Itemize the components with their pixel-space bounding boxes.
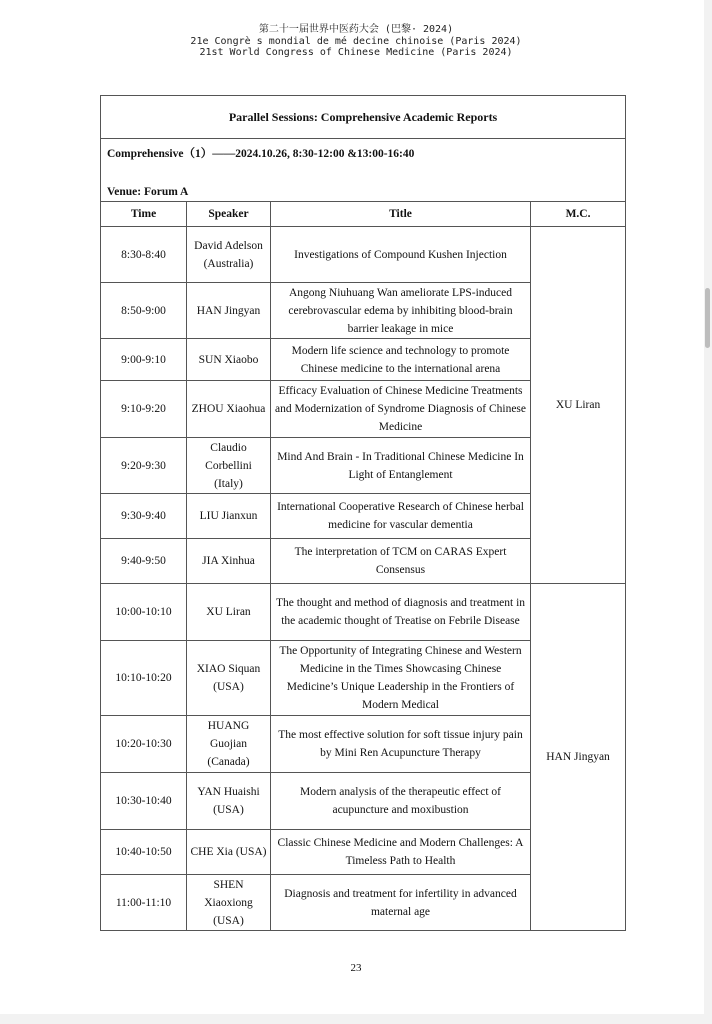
column-header-speaker: Speaker	[187, 202, 271, 227]
time-cell: 8:50-9:00	[101, 283, 187, 339]
page-header	[0, 24, 712, 59]
speaker-cell: CHE Xia (USA)	[187, 830, 271, 875]
title-cell: Mind And Brain - In Traditional Chinese Medicine In Light of Entanglement	[271, 438, 531, 494]
time-cell: 10:40-10:50	[101, 830, 187, 875]
title-cell: Modern life science and technology to promote Chinese medicine to the international arena	[271, 339, 531, 381]
time-cell: 10:20-10:30	[101, 716, 187, 773]
table-title: Parallel Sessions: Comprehensive Academic Reports	[101, 96, 626, 139]
session-info: Comprehensive（1）——2024.10.26, 8:30-12:00 &13:00-16:40	[101, 139, 626, 184]
venue-info: Venue: Forum A	[101, 183, 626, 202]
speaker-cell: David Adelson (Australia)	[187, 227, 271, 283]
speaker-cell: JIA Xinhua	[187, 539, 271, 584]
time-cell: 8:30-8:40	[101, 227, 187, 283]
column-header-row	[101, 202, 626, 227]
table-row	[101, 584, 626, 641]
table-row	[101, 227, 626, 283]
header-chinese: 第二十一届世界中医药大会 (巴黎· 2024)	[258, 24, 454, 35]
speaker-cell: Claudio Corbellini (Italy)	[187, 438, 271, 494]
time-cell: 10:00-10:10	[101, 584, 187, 641]
title-cell: Modern analysis of the therapeutic effect of acupuncture and moxibustion	[271, 773, 531, 830]
title-cell: International Cooperative Research of Chinese herbal medicine for vascular dementia	[271, 494, 531, 539]
time-cell: 10:30-10:40	[101, 773, 187, 830]
page-number: 23	[350, 962, 362, 974]
title-cell: Diagnosis and treatment for infertility in advanced maternal age	[271, 875, 531, 931]
title-cell: Angong Niuhuang Wan ameliorate LPS-induced cerebrovascular edema by inhibiting blood-brain barrier leakage in mice	[271, 283, 531, 339]
speaker-cell: LIU Jianxun	[187, 494, 271, 539]
title-cell: Efficacy Evaluation of Chinese Medicine Treatments and Modernization of Syndrome Diagnosis of Chinese Medicine	[271, 381, 531, 438]
title-cell: Classic Chinese Medicine and Modern Challenges: A Timeless Path to Health	[271, 830, 531, 875]
column-header-time: Time	[101, 202, 187, 227]
time-cell: 9:10-9:20	[101, 381, 187, 438]
speaker-cell: HUANG Guojian (Canada)	[187, 716, 271, 773]
speaker-cell: XIAO Siquan (USA)	[187, 641, 271, 716]
speaker-cell: SHEN Xiaoxiong (USA)	[187, 875, 271, 931]
speaker-cell: SUN Xiaobo	[187, 339, 271, 381]
time-cell: 10:10-10:20	[101, 641, 187, 716]
speaker-cell: XU Liran	[187, 584, 271, 641]
speaker-cell: YAN Huaishi (USA)	[187, 773, 271, 830]
title-cell: The thought and method of diagnosis and treatment in the academic thought of Treatise on Febrile Disease	[271, 584, 531, 641]
time-cell: 9:20-9:30	[101, 438, 187, 494]
title-cell: The interpretation of TCM on CARAS Expert Consensus	[271, 539, 531, 584]
mc-cell: HAN Jingyan	[531, 584, 626, 931]
header-french: 21e Congrè s mondial de mé decine chinoise (Paris 2024)	[190, 35, 522, 47]
mc-cell: XU Liran	[531, 227, 626, 584]
schedule-table	[100, 95, 626, 931]
title-cell: The most effective solution for soft tissue injury pain by Mini Ren Acupuncture Therapy	[271, 716, 531, 773]
time-cell: 11:00-11:10	[101, 875, 187, 931]
time-cell: 9:00-9:10	[101, 339, 187, 381]
scrollbar-thumb[interactable]	[705, 288, 710, 348]
time-cell: 9:30-9:40	[101, 494, 187, 539]
column-header-title: Title	[271, 202, 531, 227]
column-header-mc: M.C.	[531, 202, 626, 227]
header-english: 21st World Congress of Chinese Medicine (Paris 2024)	[199, 47, 513, 58]
speaker-cell: HAN Jingyan	[187, 283, 271, 339]
time-cell: 9:40-9:50	[101, 539, 187, 584]
title-cell: Investigations of Compound Kushen Injection	[271, 227, 531, 283]
speaker-cell: ZHOU Xiaohua	[187, 381, 271, 438]
title-cell: The Opportunity of Integrating Chinese and Western Medicine in the Times Showcasing Chinese Medicine’s Unique Leadership in the Frontiers of Modern Medical	[271, 641, 531, 716]
